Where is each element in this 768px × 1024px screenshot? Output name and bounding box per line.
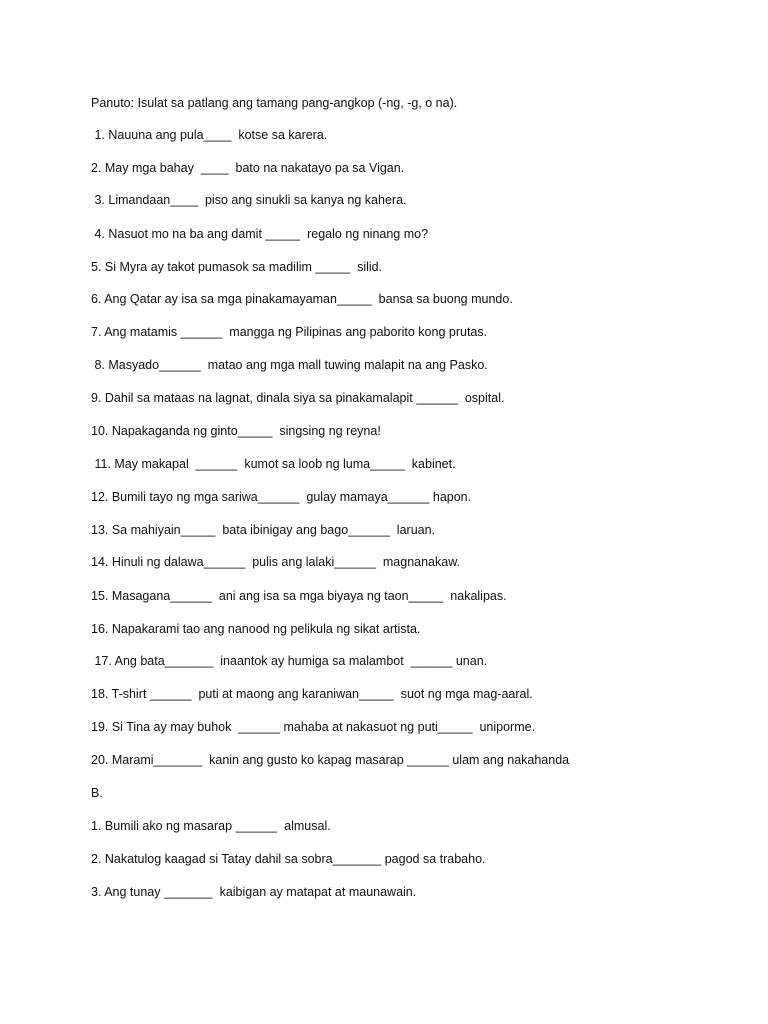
instructions: Panuto: Isulat sa patlang ang tamang pang-angkop (-ng, -g, o na). <box>91 96 458 110</box>
item-a-18: 18. T-shirt ______ puti at maong ang karaniwan_____ suot ng mga mag-aaral. <box>91 687 533 701</box>
item-a-3: 3. Limandaan____ piso ang sinukli sa kanya ng kahera. <box>91 193 407 207</box>
item-a-15: 15. Masagana______ ani ang isa sa mga biyaya ng taon_____ nakalipas. <box>91 589 507 603</box>
item-a-14: 14. Hinuli ng dalawa______ pulis ang lalaki______ magnanakaw. <box>91 555 461 569</box>
item-a-13: 13. Sa mahiyain_____ bata ibinigay ang bago______ laruan. <box>91 523 436 537</box>
item-a-17: 17. Ang bata_______ inaantok ay humiga sa malambot ______ unan. <box>91 654 488 668</box>
item-a-7: 7. Ang matamis ______ mangga ng Pilipinas ang paborito kong prutas. <box>91 325 488 339</box>
item-a-4: 4. Nasuot mo na ba ang damit _____ regalo ng ninang mo? <box>91 227 429 241</box>
item-a-2: 2. May mga bahay ____ bato na nakatayo pa sa Vigan. <box>91 161 405 175</box>
item-a-20: 20. Marami_______ kanin ang gusto ko kapag masarap ______ ulam ang nakahanda <box>91 753 570 767</box>
section-b-label: B. <box>91 786 103 800</box>
item-a-1: 1. Nauuna ang pula____ kotse sa karera. <box>91 128 328 142</box>
item-a-16: 16. Napakarami tao ang nanood ng pelikula ng sikat artista. <box>91 622 421 636</box>
item-a-6: 6. Ang Qatar ay isa sa mga pinakamayaman_____ bansa sa buong mundo. <box>91 292 513 306</box>
item-a-9: 9. Dahil sa mataas na lagnat, dinala siya sa pinakamalapit ______ ospital. <box>91 391 505 405</box>
item-b-2: 2. Nakatulog kaagad si Tatay dahil sa sobra_______ pagod sa trabaho. <box>91 852 486 866</box>
item-a-8: 8. Masyado______ matao ang mga mall tuwing malapit na ang Pasko. <box>91 358 488 372</box>
item-b-3: 3. Ang tunay _______ kaibigan ay matapat at maunawain. <box>91 885 417 899</box>
item-a-5: 5. Si Myra ay takot pumasok sa madilim _____ silid. <box>91 260 383 274</box>
item-a-19: 19. Si Tina ay may buhok ______ mahaba at nakasuot ng puti_____ uniporme. <box>91 720 536 734</box>
item-a-11: 11. May makapal ______ kumot sa loob ng luma_____ kabinet. <box>91 457 456 471</box>
item-b-1: 1. Bumili ako ng masarap ______ almusal. <box>91 819 331 833</box>
item-a-12: 12. Bumili tayo ng mga sariwa______ gulay mamaya______ hapon. <box>91 490 472 504</box>
item-a-10: 10. Napakaganda ng ginto_____ singsing ng reyna! <box>91 424 381 438</box>
